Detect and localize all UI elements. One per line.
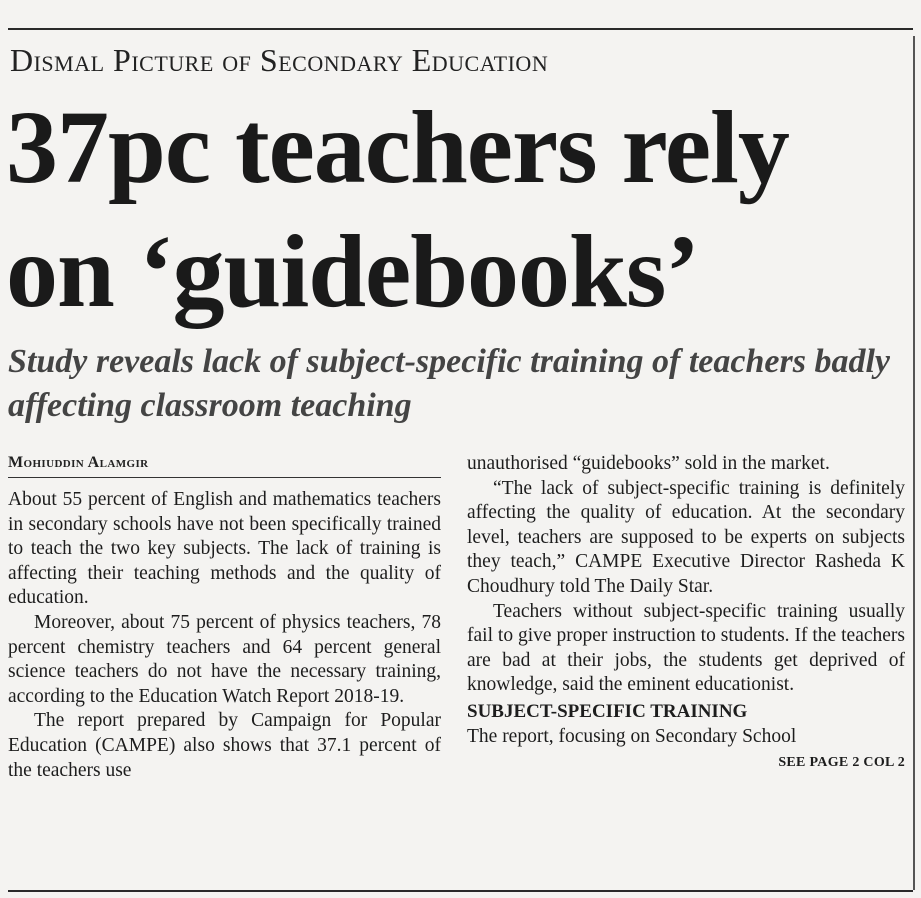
paragraph: About 55 percent of English and mathematics teachers in secondary schools have not been specifically trained to teach the two key subjects. The lack of training is affecting their teaching methods and the quality of education. [8,489,441,609]
right-edge-rule [913,36,915,890]
headline: 37pc teachers rely on ‘guidebooks’ [6,90,789,329]
byline: Mohiuddin Alamgir [8,454,149,471]
paragraph: Moreover, about 75 percent of physics teachers, 78 percent chemistry teachers and 64 percent general science teachers do not have the necessary training, according to the Education Watch Report 2018-19. [8,611,441,707]
section-heading: SUBJECT-SPECIFIC TRAINING [467,700,748,722]
paragraph: unauthorised “guidebooks” sold in the market. [467,453,830,474]
kicker: Dismal Picture of Secondary Education [10,42,549,78]
byline-rule [8,477,441,478]
paragraph: “The lack of subject-specific training is definitely affecting the quality of education. At the secondary level, teachers are supposed to be experts on subjects they teach,” CAMPE Executive Director Rasheda K Choudhury told The Daily Star. [467,477,905,597]
paragraph: The report, focusing on Secondary School [467,725,797,747]
right-column [467,452,905,776]
jump-line: SEE PAGE 2 COL 2 [778,755,905,771]
bottom-rule [8,890,913,892]
paragraph: The report prepared by Campaign for Popular Education (CAMPE) also shows that 37.1 percent of the teachers use [8,710,441,781]
subheadline: Study reveals lack of subject-specific training of teachers badly affecting classroom teaching [8,343,890,424]
left-column [8,452,441,783]
top-rule [8,28,913,30]
paragraph: Teachers without subject-specific training usually fail to give proper instruction to students. If the teachers are bad at their jobs, the students get deprived of knowledge, said the eminent educationist. [467,600,905,696]
